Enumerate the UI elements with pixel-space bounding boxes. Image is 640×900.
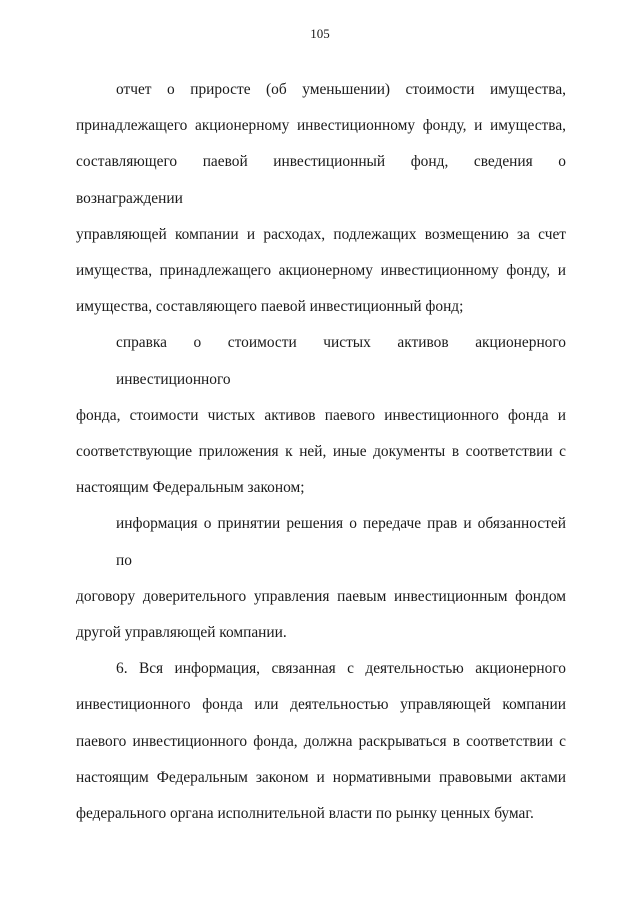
text-line: федерального органа исполнительной власти по рынку ценных бумаг.: [76, 805, 534, 823]
text-line: настоящим Федеральным законом;: [76, 479, 305, 497]
text-line: инвестиционного фонда или деятельностью управляющей компании: [76, 696, 566, 714]
text-line: справка о стоимости чистых активов акционерного инвестиционного: [116, 334, 566, 388]
paragraph: [76, 651, 566, 832]
text-line: информация о принятии решения о передаче прав и обязанностей по: [116, 515, 566, 569]
text-line: составляющего паевой инвестиционный фонд, сведения о вознаграждении: [76, 153, 566, 207]
text-line: договору доверительного управления паевым инвестиционным фондом: [76, 587, 566, 605]
paragraph: [76, 72, 566, 325]
page-number: 105: [310, 26, 330, 41]
text-line: отчет о приросте (об уменьшении) стоимости имущества,: [116, 81, 566, 98]
text-line: имущества, составляющего паевой инвестиционный фонд;: [76, 298, 464, 316]
paragraph: [76, 325, 566, 506]
text-line: другой управляющей компании.: [76, 624, 287, 642]
text-line: паевого инвестиционного фонда, должна раскрываться в соответствии с: [76, 732, 566, 750]
text-line: настоящим Федеральным законом и нормативными правовыми актами: [76, 768, 566, 786]
text-line: 6. Вся информация, связанная с деятельностью акционерного: [116, 660, 566, 678]
text-line: принадлежащего акционерному инвестиционному фонду, и имущества,: [76, 117, 566, 135]
text-line: фонда, стоимости чистых активов паевого инвестиционного фонда и: [76, 406, 566, 424]
paragraph: [76, 506, 566, 651]
text-line: соответствующие приложения к ней, иные документы в соответствии с: [76, 443, 566, 461]
document-body: [76, 72, 566, 832]
text-line: имущества, принадлежащего акционерному инвестиционному фонду, и: [76, 262, 566, 280]
text-line: управляющей компании и расходах, подлежащих возмещению за счет: [76, 225, 566, 243]
